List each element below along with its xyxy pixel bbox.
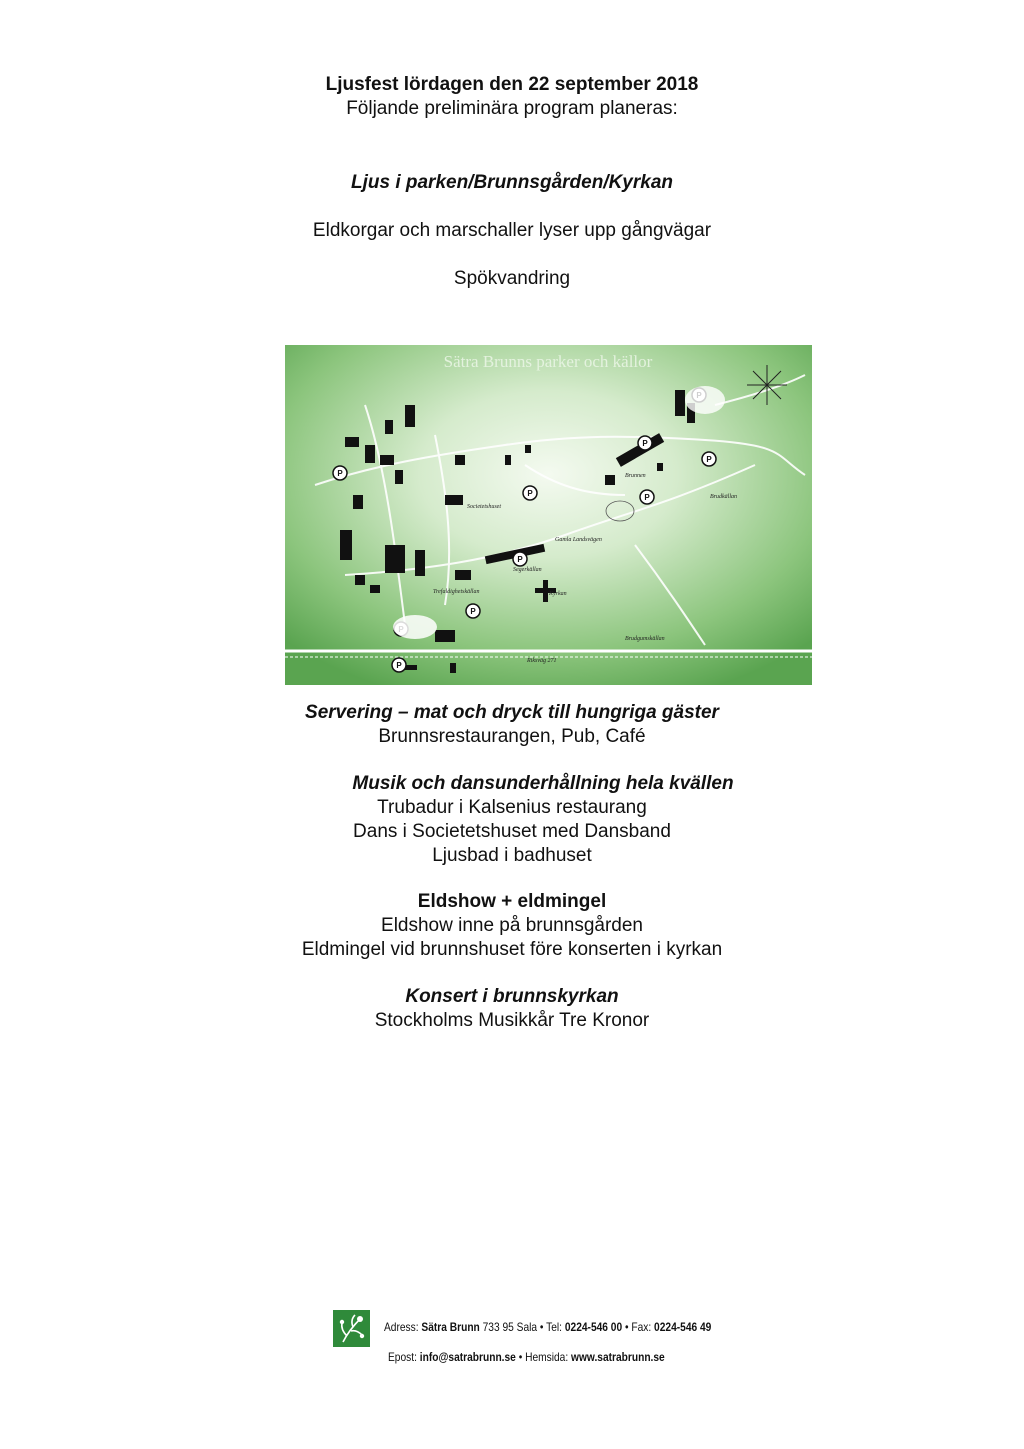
event-title: Ljusfest lördagen den 22 september 2018	[325, 74, 699, 95]
svg-text:P: P	[644, 493, 650, 502]
section-light-line: Eldkorgar och marschaller lyser upp gångvägar	[312, 220, 712, 241]
footer-web-line: Epost: info@satrabrunn.se • Hemsida: www.satrabrunn.se	[388, 1350, 665, 1364]
website-link[interactable]: www.satrabrunn.se	[571, 1350, 665, 1364]
svg-text:P: P	[642, 439, 648, 448]
section-food-line: Brunnsrestaurangen, Pub, Café	[378, 726, 646, 747]
email-link[interactable]: info@satrabrunn.se	[419, 1350, 516, 1364]
svg-text:Brudgumskällan: Brudgumskällan	[625, 636, 665, 642]
park-map	[285, 345, 812, 685]
section-food-heading: Servering – mat och dryck till hungriga gäster	[305, 702, 719, 723]
section-concert-line: Stockholms Musikkår Tre Kronor	[374, 1010, 650, 1031]
section-music-line: Dans i Societetshuset med Dansband	[353, 821, 671, 842]
svg-text:Kyrkan: Kyrkan	[549, 591, 567, 597]
section-fire-line: Eldshow inne på brunnsgården	[381, 915, 643, 936]
section-concert-heading: Konsert i brunnskyrkan	[405, 986, 619, 1007]
svg-text:P: P	[517, 555, 523, 564]
svg-text:P: P	[527, 489, 533, 498]
section-music-line: Trubadur i Kalsenius restaurang	[377, 797, 647, 818]
svg-text:Trefaldighetskällan: Trefaldighetskällan	[433, 589, 480, 595]
svg-text:P: P	[396, 661, 402, 670]
svg-text:P: P	[470, 607, 476, 616]
svg-text:Segerkällan: Segerkällan	[513, 567, 542, 573]
svg-text:P: P	[337, 469, 343, 478]
map-background	[285, 345, 812, 685]
svg-text:Brudkällan: Brudkällan	[710, 494, 737, 500]
satra-brunn-logo-icon	[333, 1310, 370, 1347]
section-music-line: Ljusbad i badhuset	[432, 845, 592, 866]
compass-icon	[747, 365, 787, 405]
section-light-heading: Ljus i parken/Brunnsgården/Kyrkan	[350, 172, 674, 193]
map-title: Sätra Brunns parker och källor	[443, 352, 653, 371]
section-light-line: Spökvandring	[453, 268, 571, 289]
event-subtitle: Följande preliminära program planeras:	[346, 98, 678, 119]
svg-text:Riksväg 271: Riksväg 271	[527, 658, 557, 664]
svg-text:P: P	[706, 455, 712, 464]
footer-contact-line: Adress: Sätra Brunn 733 95 Sala • Tel: 0224-546 00 • Fax: 0224-546 49	[384, 1320, 712, 1334]
section-music-heading: Musik och dansunderhållning hela kvällen	[352, 773, 734, 794]
svg-text:Societetshuset: Societetshuset	[467, 504, 501, 510]
section-fire-line: Eldmingel vid brunnshuset före konserten i kyrkan	[301, 939, 723, 960]
svg-text:Gamla Landsvägen: Gamla Landsvägen	[555, 537, 602, 543]
svg-text:Brunnen: Brunnen	[625, 473, 646, 479]
section-fire-heading: Eldshow + eldmingel	[417, 891, 607, 912]
